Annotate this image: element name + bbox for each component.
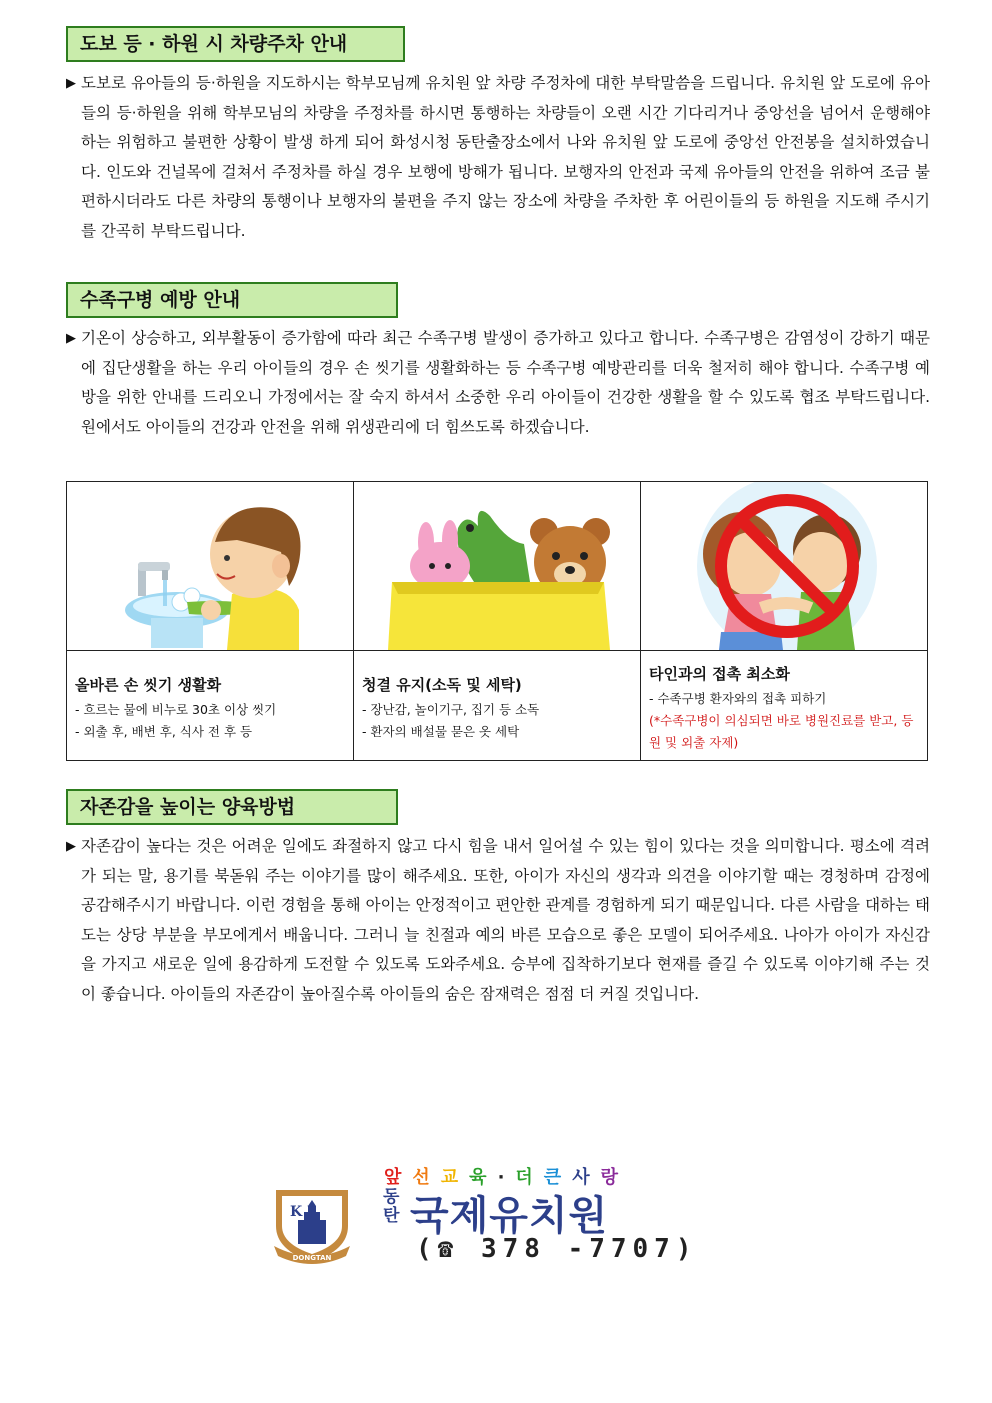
paragraph-text: 기온이 상승하고, 외부활동이 증가함에 따라 최근 수족구병 발생이 증가하고 있다고 합니다. 수족구병은 감염성이 강하기 때문에 집단생활을 하는 우리 아이들의 경우 손 씻기를 생활화하는 등 수족구병 예방관리를 더욱 철저히 해야 합니다. 수족구병 예방을 위한 안내를 드리오니 가정에서는 잘 숙지 하셔서 소중한 우리 아이들이 건강한 생활을 할 수 있도록 협조 부탁드립니다. 원에서도 아이들의 건강과 안전을 위해 위생관리에 더 힘쓰도록 하겠습니다. bbox=[81, 329, 930, 436]
tip-line: - 흐르는 물에 비누로 30초 이상 씻기 bbox=[75, 702, 277, 717]
paragraph-parking bbox=[66, 69, 930, 247]
handwash-illustration-cell bbox=[67, 482, 354, 651]
kindergarten-name: 국제유치원 bbox=[410, 1193, 609, 1239]
tip-line: - 수족구병 환자와의 접촉 피하기 bbox=[649, 691, 827, 706]
toys-illustration-cell bbox=[354, 482, 641, 651]
location-prefix bbox=[383, 1188, 399, 1226]
no-contact-illustration bbox=[641, 482, 927, 650]
slogan-char: 교 bbox=[440, 1167, 470, 1188]
slogan-char: · bbox=[497, 1167, 516, 1188]
tip-cell-minimize-contact bbox=[641, 651, 928, 761]
slogan-char: 사 bbox=[572, 1167, 601, 1188]
phone-number: (☎ 378 -7707) bbox=[416, 1234, 698, 1264]
bullet-arrow: ▶ bbox=[66, 331, 76, 346]
paragraph-text: 자존감이 높다는 것은 어려운 일에도 좌절하지 않고 다시 힘을 내서 일어설 수 있는 힘이 있다는 것을 의미합니다. 평소에 격려가 되는 말, 용기를 북돋워 주는 이야기를 많이 해주세요. 또한, 아이가 자신의 생각과 의견을 이야기할 때는 경청하며 감정에 공감해주시기 바랍니다. 이런 경험을 통해 아이는 안정적이고 편안한 관계를 경험하게 되기 때문입니다. 다른 사람을 대하는 태도는 상당 부분을 부모에게서 배웁니다. 그러니 늘 친절과 예의 바른 모습으로 좋은 모델이 되어주세요. 나아가 아이가 자신감을 가지고 새로운 일에 용감하게 도전할 수 있도록 도와주세요. 승부에 집착하기보다 현재를 즐길 수 있도록 이야기해 주는 것이 좋습니다. 아이들의 자존감이 높아질수록 아이들의 숨은 잠재력은 점점 더 커질 것입니다. bbox=[81, 837, 930, 1003]
kindergarten-emblem-icon bbox=[268, 1176, 356, 1264]
slogan-char: 랑 bbox=[600, 1167, 629, 1188]
tip-warning: (*수족구병이 의심되면 바로 병원진료를 받고, 등원 및 외출 자제) bbox=[649, 713, 914, 750]
slogan-char: 선 bbox=[412, 1167, 441, 1188]
paragraph-hfmd bbox=[66, 324, 930, 442]
emblem-ribbon-text: DONGTAN bbox=[292, 1254, 332, 1262]
bullet-arrow: ▶ bbox=[66, 839, 76, 854]
location-prefix-bottom: 탄 bbox=[383, 1206, 400, 1226]
slogan-char: 육 bbox=[469, 1167, 498, 1188]
tip-cell-cleanliness bbox=[354, 651, 641, 761]
hfmd-prevention-table bbox=[66, 481, 928, 761]
section-title-parking: 도보 등 · 하원 시 차량주차 안내 bbox=[66, 26, 405, 62]
slogan-char: 큰 bbox=[543, 1167, 573, 1188]
tip-cell-handwashing bbox=[67, 651, 354, 761]
location-prefix-top: 동 bbox=[383, 1187, 400, 1207]
tip-title: 타인과의 접촉 최소화 bbox=[649, 665, 790, 683]
slogan-char: 앞 bbox=[384, 1167, 413, 1188]
tip-line: - 환자의 배설물 묻은 옷 세탁 bbox=[362, 724, 520, 739]
tip-title: 청결 유지(소독 및 세탁) bbox=[362, 676, 522, 694]
tip-title: 올바른 손 씻기 생활화 bbox=[75, 676, 222, 694]
tip-line: - 장난감, 놀이기구, 집기 등 소독 bbox=[362, 702, 540, 717]
tip-line: - 외출 후, 배변 후, 식사 전 후 등 bbox=[75, 724, 253, 739]
no-contact-illustration-cell bbox=[641, 482, 928, 651]
section-title-hfmd: 수족구병 예방 안내 bbox=[66, 282, 398, 318]
section-title-esteem: 자존감을 높이는 양육방법 bbox=[66, 789, 398, 825]
emblem-letters: K J bbox=[290, 1204, 314, 1220]
paragraph-esteem bbox=[66, 832, 930, 1010]
bullet-arrow: ▶ bbox=[66, 76, 76, 91]
toy-box-illustration bbox=[354, 482, 640, 650]
slogan-char: 더 bbox=[515, 1167, 544, 1188]
handwashing-child-illustration bbox=[67, 482, 353, 650]
paragraph-text: 도보로 유아들의 등·하원을 지도하시는 학부모님께 유치원 앞 차량 주정차에 대한 부탁말씀을 드립니다. 유치원 앞 도로에 유아들의 등·하원을 위해 학부모님의 차량을 주정차를 하시면 통행하는 차량들이 오랜 시간 기다리거나 중앙선을 넘어서 운행해야 하는 위험하고 불편한 상황이 발생 하게 되어 화성시청 동탄출장소에서 나와 유치원 앞 도로에 중앙선 안전봉을 설치하였습니다. 인도와 건널목에 걸쳐서 주정차를 하실 경우 보행에 방해가 됩니다. 보행자의 안전과 국제 유아들의 안전을 위하여 조금 불편하시더라도 다른 차량의 통행이나 보행자의 불편을 주지 않는 장소에 차량을 주차한 후 어린이들의 등 하원을 지도해 주시기를 간곡히 부탁드립니다. bbox=[81, 74, 930, 240]
